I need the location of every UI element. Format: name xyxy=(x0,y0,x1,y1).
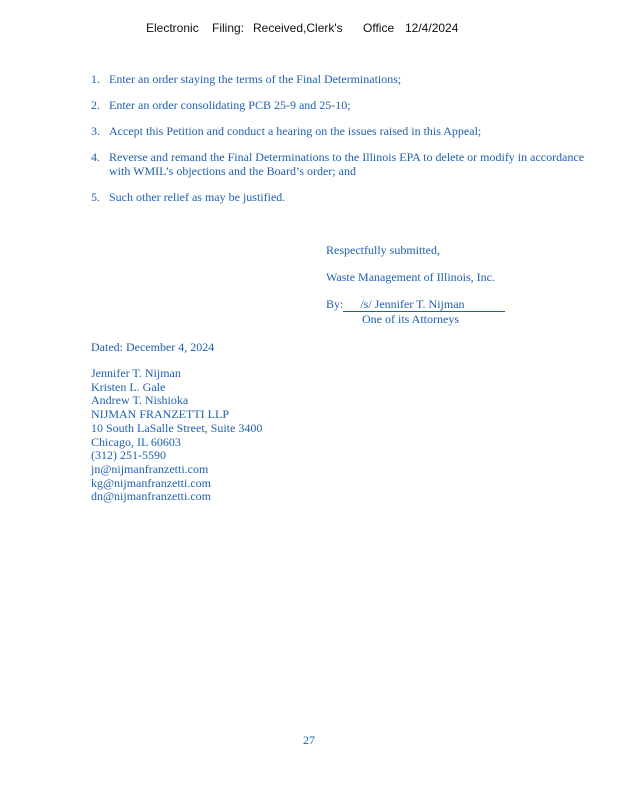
email-address: jn@nijmanfranzetti.com xyxy=(91,461,209,476)
phone-number: (312) 251-5590 xyxy=(91,448,166,463)
email-address: dn@nijmanfranzetti.com xyxy=(91,489,212,504)
list-item-number: 4. xyxy=(91,150,100,164)
stamp-date: 12/4/2024 xyxy=(405,21,459,35)
list-item xyxy=(91,72,591,86)
list-item-number: 3. xyxy=(91,124,100,138)
firm-name: NIJMAN FRANZETTI LLP xyxy=(91,407,229,422)
signer-role: One of its Attorneys xyxy=(362,312,459,326)
attorney-name: Jennifer T. Nijman xyxy=(91,366,181,380)
stamp-filing: Filing: xyxy=(212,21,245,35)
stamp-office: Office xyxy=(363,21,395,35)
list-item-number: 1. xyxy=(91,72,100,86)
stamp-electronic: Electronic xyxy=(146,21,199,35)
party-name: Waste Management of Illinois, Inc. xyxy=(326,270,495,284)
street-address: 10 South LaSalle Street, Suite 3400 xyxy=(91,420,263,435)
closing-text: Respectfully submitted, xyxy=(326,243,440,257)
list-item-text: Enter an order consolidating PCB 25-9 and 25-10; xyxy=(109,98,351,112)
list-item xyxy=(91,124,591,138)
signature-block xyxy=(326,243,505,326)
list-item-number: 2. xyxy=(91,98,100,112)
date-line: Dated: December 4, 2024 xyxy=(91,340,215,354)
email-address: kg@nijmanfranzetti.com xyxy=(91,475,212,490)
list-item xyxy=(91,98,591,112)
filing-stamp xyxy=(146,21,458,35)
stamp-received: Received,Clerk's xyxy=(253,21,343,35)
list-item-number: 5. xyxy=(91,190,100,204)
signature-line xyxy=(326,297,505,312)
list-item-text: Accept this Petition and conduct a hearing on the issues raised in this Appeal; xyxy=(109,124,482,138)
attorney-contact-block xyxy=(91,367,262,504)
list-item-text: Reverse and remand the Final Determinations to the Illinois EPA to delete or modify in accordance with WMIL’s objections and the Board’s order; and xyxy=(109,150,585,178)
signer-name: /s/ Jennifer T. Nijman xyxy=(343,298,505,312)
relief-list xyxy=(91,72,591,216)
list-item xyxy=(91,190,591,204)
list-item-text: Such other relief as may be justified. xyxy=(109,190,286,204)
attorney-name: Andrew T. Nishioka xyxy=(91,393,189,408)
list-item-text: Enter an order staying the terms of the Final Determinations; xyxy=(109,72,402,86)
attorney-name: Kristen L. Gale xyxy=(91,379,166,394)
page-number: 27 xyxy=(303,733,315,747)
city-state-zip: Chicago, IL 60603 xyxy=(91,434,181,449)
list-item xyxy=(91,150,591,178)
by-label: By: xyxy=(326,297,344,311)
